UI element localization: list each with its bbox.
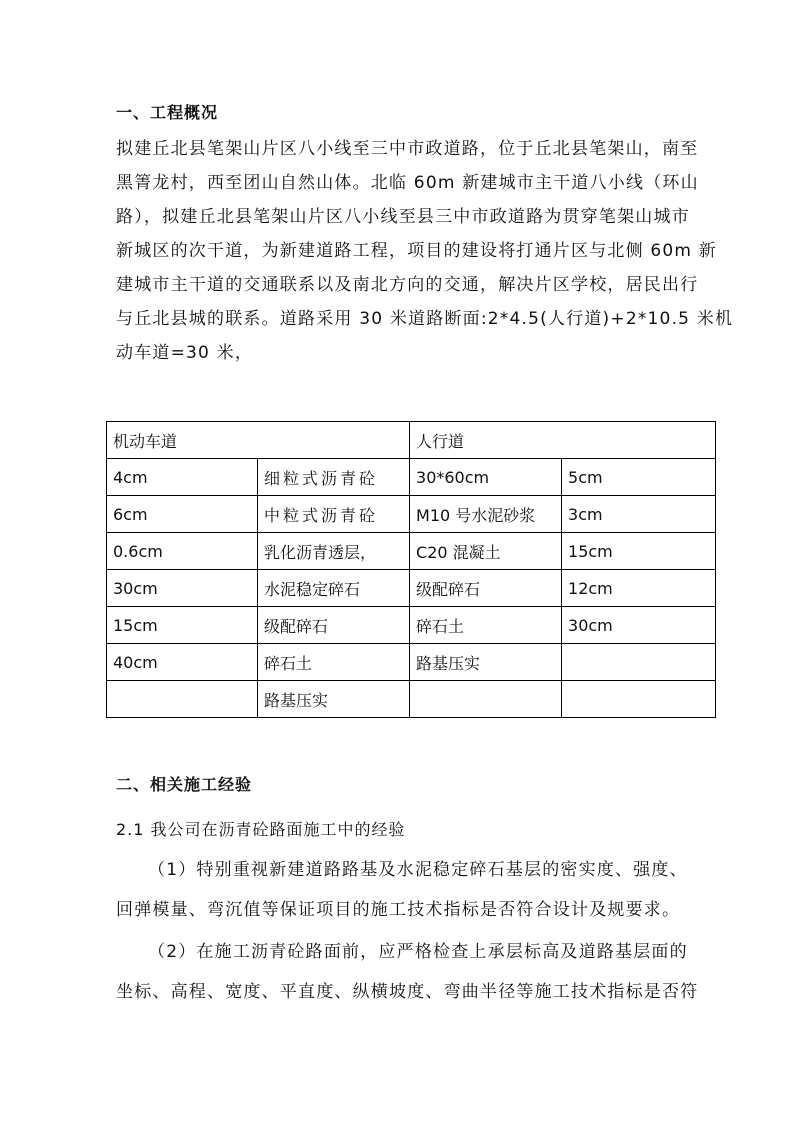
table-row <box>107 459 716 496</box>
table-cell: 5cm <box>562 459 716 496</box>
overview-line: 与丘北县城的联系。道路采用 30 米道路断面:2*4.5(人行道)+2*10.5 米机 <box>116 309 734 329</box>
table-cell: 碎石土 <box>410 607 562 644</box>
overview-line: 建城市主干道的交通联系以及南北方向的交通，解决片区学校，居民出行 <box>116 275 699 295</box>
table-row <box>107 681 716 718</box>
table-row <box>107 533 716 570</box>
table-cell <box>107 681 258 718</box>
table-cell: 水泥稳定碎石 <box>258 570 410 607</box>
overview-line: 黑箐龙村，西至团山自然山体。北临 60m 新建城市主干道八小线（环山 <box>116 173 699 193</box>
experience-paragraph-1 <box>116 850 716 930</box>
header-sidewalk: 人行道 <box>410 422 716 459</box>
overview-line: 新城区的次干道，为新建道路工程，项目的建设将打通片区与北侧 60m 新 <box>116 241 717 261</box>
paragraph-line: （2）在施工沥青砼路面前，应严格检查上承层标高及道路基层面的 <box>148 942 688 962</box>
project-overview-paragraph <box>116 132 734 370</box>
table-row <box>107 644 716 681</box>
table-cell: 30cm <box>107 570 258 607</box>
table-cell: 15cm <box>107 607 258 644</box>
table-row <box>107 496 716 533</box>
paragraph-line: 回弹模量、弯沉值等保证项目的施工技术指标是否符合设计及规要求。 <box>116 900 681 920</box>
table-cell <box>562 644 716 681</box>
table-cell: 40cm <box>107 644 258 681</box>
table-header-row <box>107 422 716 459</box>
table-cell: C20 混凝土 <box>410 533 562 570</box>
table-cell: 0.6cm <box>107 533 258 570</box>
table-cell: 6cm <box>107 496 258 533</box>
table-cell: 级配碎石 <box>258 607 410 644</box>
subsection-2-1-title: 2.1 我公司在沥青砼路面施工中的经验 <box>116 820 406 839</box>
overview-line: 路），拟建丘北县笔架山片区八小线至县三中市政道路为贯穿笔架山城市 <box>116 207 690 227</box>
table-cell: 15cm <box>562 533 716 570</box>
section2-heading: 二、相关施工经验 <box>116 775 253 794</box>
table-cell: 乳化沥青透层， <box>258 533 410 570</box>
table-cell: 4cm <box>107 459 258 496</box>
table-cell <box>562 681 716 718</box>
experience-paragraph-2 <box>116 932 716 1012</box>
table-cell: 级配碎石 <box>410 570 562 607</box>
table-cell: 12cm <box>562 570 716 607</box>
table-cell <box>410 681 562 718</box>
table-cell: 路基压实 <box>410 644 562 681</box>
section1-heading: 一、工程概况 <box>116 103 219 122</box>
header-motor-lane: 机动车道 <box>107 422 410 459</box>
overview-line: 动车道=30 米， <box>116 343 254 363</box>
overview-line: 拟建丘北县笔架山片区八小线至三中市政道路，位于丘北县笔架山，南至 <box>116 139 699 159</box>
table-cell: 细粒式沥青砼 <box>258 459 410 496</box>
pavement-structure-table <box>106 421 716 718</box>
table-cell: M10 号水泥砂浆 <box>410 496 562 533</box>
table-row <box>107 607 716 644</box>
table-cell: 3cm <box>562 496 716 533</box>
table-cell: 30cm <box>562 607 716 644</box>
table-row <box>107 570 716 607</box>
paragraph-line: （1）特别重视新建道路路基及水泥稳定碎石基层的密实度、强度、 <box>148 860 688 880</box>
table-cell: 30*60cm <box>410 459 562 496</box>
table-cell: 路基压实 <box>258 681 410 718</box>
table-cell: 碎石土 <box>258 644 410 681</box>
paragraph-line: 坐标、高程、宽度、平直度、纵横坡度、弯曲半径等施工技术指标是否符 <box>116 982 699 1002</box>
table-cell: 中粒式沥青砼 <box>258 496 410 533</box>
